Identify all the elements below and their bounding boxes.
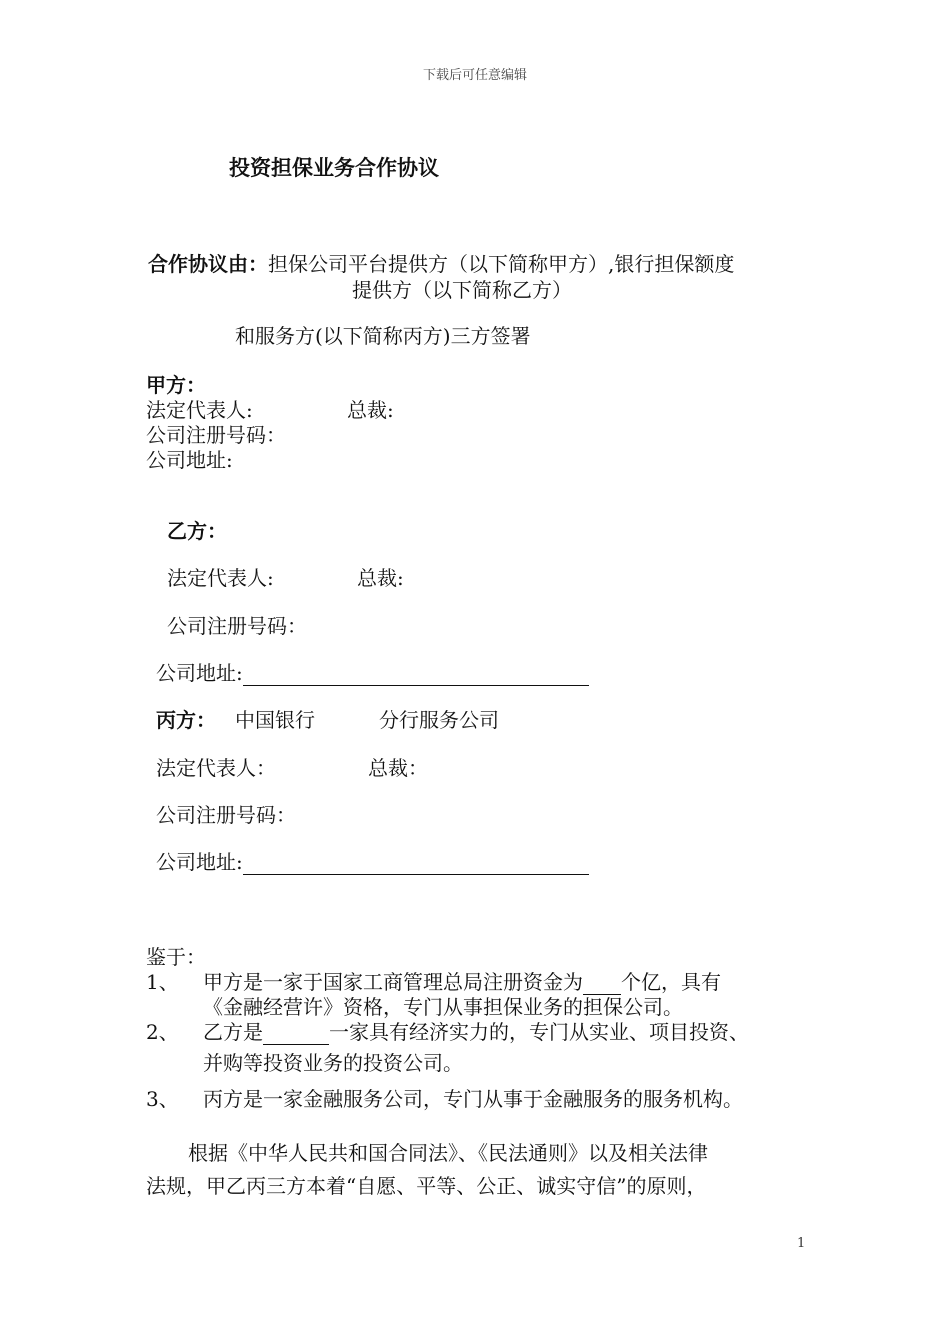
whereas-item-1-line-2: 《金融经营许》资格，专门从事担保业务的担保公司。	[203, 995, 683, 1019]
intro-line-2: 提供方（以下简称乙方）	[352, 278, 572, 302]
party-a-reg-label: 公司注册号码：	[146, 423, 286, 447]
party-a-rep-label: 法定代表人:	[146, 398, 253, 422]
whereas-item-2-part-2: 一家具有经济实力的，专门从实业、项目投资、	[329, 1020, 749, 1044]
party-a-president-label: 总裁:	[347, 398, 394, 422]
whereas-item-2-line-1	[203, 1020, 749, 1045]
party-c-rep-label: 法定代表人：	[156, 756, 276, 780]
whereas-item-2-line-2: 并购等投资业务的投资公司。	[203, 1051, 463, 1075]
intro-line-3: 和服务方(以下简称丙方)三方签署	[235, 324, 531, 348]
party-b-addr-blank	[243, 665, 589, 686]
party-c-bank: 中国银行	[235, 708, 315, 732]
party-b-reg-label: 公司注册号码：	[167, 614, 307, 638]
party-c-president-label: 总裁：	[368, 756, 428, 780]
party-c-addr-label: 公司地址:	[156, 850, 243, 874]
basis-line-1: 根据《中华人民共和国合同法》、《民法通则》以及相关法律	[188, 1141, 708, 1165]
party-b-addr-label: 公司地址:	[156, 661, 243, 685]
party-a-addr-label: 公司地址:	[146, 448, 233, 472]
intro-lead: 合作协议由：	[148, 252, 268, 276]
party-c-addr-blank	[243, 854, 589, 875]
whereas-item-1-line-1	[203, 970, 721, 995]
basis-line-2: 法规，甲乙丙三方本着“自愿、平等、公正、诚实守信”的原则，	[146, 1174, 707, 1198]
party-a-heading: 甲方：	[146, 373, 206, 397]
whereas-item-1-part-2: 个亿，具有	[621, 970, 721, 994]
party-c-addr-row	[156, 850, 589, 875]
whereas-item-2-part-1: 乙方是	[203, 1020, 263, 1044]
page-header-note: 下载后可任意编辑	[422, 68, 527, 83]
party-b-rep-label: 法定代表人:	[167, 566, 274, 590]
intro-line-1	[148, 252, 734, 277]
page-number: 1	[797, 1236, 806, 1251]
whereas-item-1-num: 1、	[146, 970, 179, 994]
whereas-heading: 鉴于：	[146, 945, 206, 969]
whereas-item-3-num: 3、	[146, 1087, 179, 1111]
party-b-addr-row	[156, 661, 589, 686]
whereas-item-2-num: 2、	[146, 1020, 179, 1044]
whereas-item-3-text: 丙方是一家金融服务公司，专门从事于金融服务的服务机构。	[203, 1087, 743, 1111]
document-title: 投资担保业务合作协议	[229, 155, 439, 180]
party-c-heading-row	[156, 708, 216, 733]
party-c-branch: 分行服务公司	[379, 708, 499, 732]
party-c-reg-label: 公司注册号码：	[156, 803, 296, 827]
capital-blank	[583, 974, 621, 995]
party-c-heading: 丙方：	[156, 708, 216, 732]
party-b-name-blank	[263, 1024, 329, 1045]
intro-line-1-text: 担保公司平台提供方（以下简称甲方）,银行担保额度	[268, 252, 735, 276]
party-b-heading: 乙方：	[167, 519, 227, 543]
party-b-president-label: 总裁:	[357, 566, 404, 590]
whereas-item-1-part-1: 甲方是一家于国家工商管理总局注册资金为	[203, 970, 583, 994]
